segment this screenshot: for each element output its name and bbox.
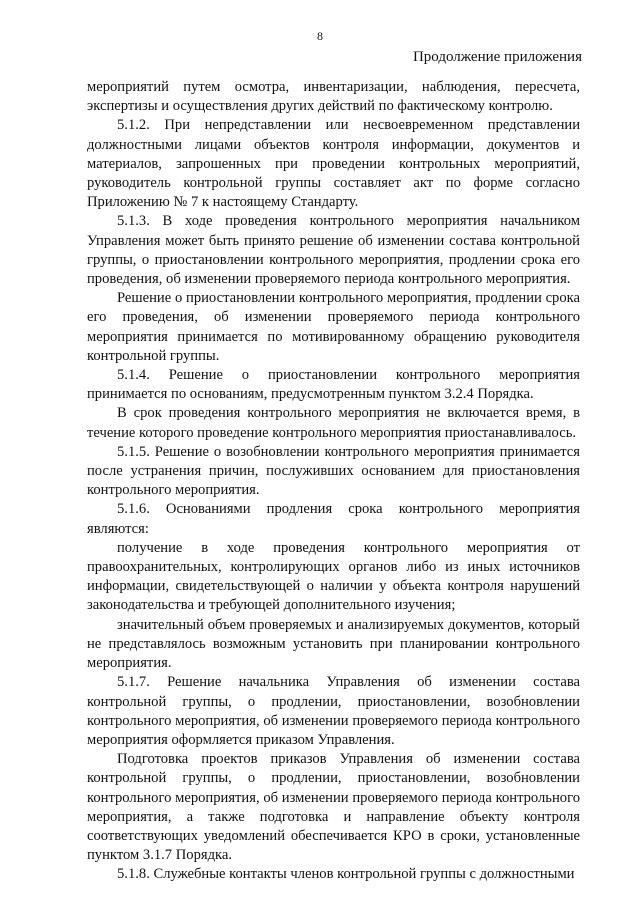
paragraph: мероприятий путем осмотра, инвентаризации, наблюдения, пересчета, экспертизы и осуществления других действий по фактическому контролю. <box>87 79 580 115</box>
body-text <box>87 78 580 885</box>
paragraph-5-1-7: 5.1.7. Решение начальника Управления об изменении состава контрольной группы, о продлении, приостановлении, возобновлении контрольного мероприятия, об изменении проверяемого периода контрольного мероприятия оформляется приказом Управления. <box>87 674 580 748</box>
list-item: получение в ходе проведения контрольного мероприятия от правоохранительных, контролирующих органов либо из иных источников информации, свидетельствующей о наличии у объекта контроля нарушений законодательства и требующей дополнительного изучения; <box>87 539 580 614</box>
paragraph-5-1-2: 5.1.2. При непредставлении или несвоевременном представлении должностными лицами объектов контроля информации, документов и материалов, запрошенных при проведении контрольных мероприятий, руководитель контрольной группы составляет акт по форме согласно Приложению № 7 к настоящему Стандарту. <box>87 117 580 211</box>
appendix-continuation-header: Продолжение приложения <box>412 49 582 65</box>
list-item: значительный объем проверяемых и анализируемых документов, который не представлялось возможным установить при планировании контрольного мероприятия. <box>87 616 580 672</box>
paragraph-5-1-4: 5.1.4. Решение о приостановлении контрольного мероприятия принимается по основаниям, предусмотренным пунктом 3.2.4 Порядка. <box>87 367 580 403</box>
paragraph: Решение о приостановлении контрольного мероприятия, продлении срока его проведения, об изменении проверяемого периода контрольного мероприятия принимается по мотивированному обращению руководителя контрольной группы. <box>87 290 580 364</box>
paragraph: Подготовка проектов приказов Управления об изменении состава контрольной группы, о продлении, приостановлении, возобновлении контрольного мероприятия, об изменении проверяемого периода контрольного мероприятия, а также подготовка и направление объекту контроля соответствующих уведомлений обеспечивается КРО в сроки, установленные пунктом 3.1.7 Порядка. <box>87 751 580 864</box>
paragraph: В срок проведения контрольного мероприятия не включается время, в течение которого проведение контрольного мероприятия приостанавливалось. <box>87 405 580 441</box>
paragraph-5-1-5: 5.1.5. Решение о возобновлении контрольного мероприятия принимается после устранения причин, послуживших основанием для приостановления контрольного мероприятия. <box>87 443 580 499</box>
paragraph-5-1-8: 5.1.8. Служебные контакты членов контрольной группы с должностными <box>117 866 575 883</box>
page-number: 8 <box>317 29 323 43</box>
paragraph-5-1-3: 5.1.3. В ходе проведения контрольного мероприятия начальником Управления может быть принято решение об изменении состава контрольной группы, о приостановлении контрольного мероприятия, продлении срока его проведения, об изменении проверяемого периода контрольного мероприятия. <box>87 213 580 288</box>
paragraph-5-1-6: 5.1.6. Основаниями продления срока контрольного мероприятия являются: <box>87 501 580 537</box>
